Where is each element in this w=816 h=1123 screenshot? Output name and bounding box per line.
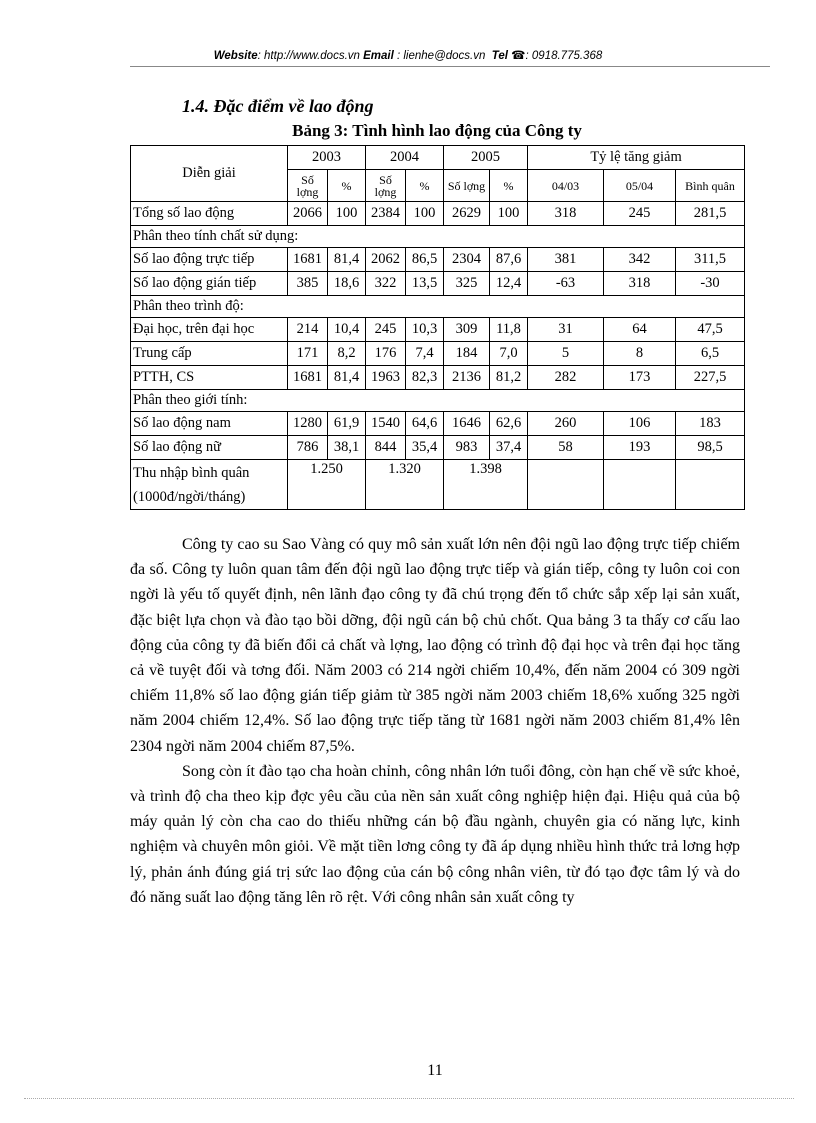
table-cell: 311,5: [676, 248, 745, 272]
table-cell: 342: [604, 248, 676, 272]
table-cell: 37,4: [490, 436, 528, 460]
table-cell: 786: [288, 436, 328, 460]
table-row: [131, 272, 745, 296]
table-cell: 2136: [444, 366, 490, 390]
header-binh-quan: Bình quân: [676, 170, 745, 202]
table-cell: -63: [528, 272, 604, 296]
table-cell: 309: [444, 318, 490, 342]
table-cell: 100: [490, 202, 528, 226]
table-body: [131, 202, 745, 460]
table-cell: 176: [366, 342, 406, 366]
row-label: Số lao động nam: [131, 412, 288, 436]
table-row: [131, 366, 745, 390]
table-cell: 322: [366, 272, 406, 296]
table-cell: 47,5: [676, 318, 745, 342]
table-cell: 245: [604, 202, 676, 226]
row-label: Trung cấp: [131, 342, 288, 366]
table-cell: 61,9: [328, 412, 366, 436]
income-label-line1: Thu nhập bình quân: [133, 464, 250, 481]
row-label: Số lao động nữ: [131, 436, 288, 460]
table-cell: 35,4: [406, 436, 444, 460]
table-cell: 227,5: [676, 366, 745, 390]
section-label: Phân theo trình độ:: [131, 296, 745, 318]
table-cell: 38,1: [328, 436, 366, 460]
income-2003: 1.250: [288, 460, 366, 510]
row-label: Đại học, trên đại học: [131, 318, 288, 342]
table-row: [131, 342, 745, 366]
table-cell: 64: [604, 318, 676, 342]
table-cell: 81,4: [328, 248, 366, 272]
table-cell: 245: [366, 318, 406, 342]
section-label: Phân theo tính chất sử dụng:: [131, 226, 745, 248]
tel-label: Tel: [491, 50, 508, 62]
table-cell: 7,4: [406, 342, 444, 366]
paragraph-1: Công ty cao su Sao Vàng có quy mô sản xuất lớn nên đội ngũ lao động trực tiếp chiếm đa số. Công ty luôn quan tâm đến đội ngũ lao động trực tiếp và gián tiếp, công ty luôn coi con ngời là yếu tố quyết định, nên lãnh đạo công ty đã chú trọng đến tổ chức sắp xếp lại sản xuất, đặc biệt lựa chọn và đào tạo bồi dỡng, đội ngũ cán bộ chủ chốt. Qua bảng 3 ta thấy cơ cấu lao động của công ty đã biến đổi cả chất và lợng, lao động có trình độ đại học và trên đại học tăng cả về tuyệt đối và tơng đối. Năm 2003 có 214 ngời chiếm 10,4%, đến năm 2004 có 309 ngời chiếm 11,8% số lao động gián tiếp giảm từ 385 ngời năm 2003 chiếm 18,6% xuống 325 ngời năm 2004 chiếm 12,4%. Số lao động trực tiếp tăng từ 1681 ngời năm 2003 chiếm 81,4% lên 2304 ngời năm 2004 chiếm 87,5%.: [130, 536, 740, 755]
table-cell: 100: [328, 202, 366, 226]
table-cell: 184: [444, 342, 490, 366]
table-cell: 82,3: [406, 366, 444, 390]
table-row: [131, 202, 745, 226]
table-row: [131, 318, 745, 342]
page-number: 11: [427, 1062, 443, 1079]
table-cell: 281,5: [676, 202, 745, 226]
table-cell: 98,5: [676, 436, 745, 460]
table-cell: 325: [444, 272, 490, 296]
table-cell: 318: [604, 272, 676, 296]
website-url: : http://www.docs.vn: [257, 50, 360, 62]
table-cell: 10,4: [328, 318, 366, 342]
header-so-luong: Số lợng: [444, 170, 490, 202]
header-year-2003: 2003: [288, 146, 366, 170]
table-cell: 81,2: [490, 366, 528, 390]
header-so-luong: Số lợng: [288, 170, 328, 202]
email-address: : lienhe@docs.vn: [393, 50, 486, 62]
table-cell: -30: [676, 272, 745, 296]
header-05-04: 05/04: [604, 170, 676, 202]
table-cell: 2629: [444, 202, 490, 226]
tel-number: ☎: 0918.775.368: [507, 50, 603, 62]
table-cell: 1681: [288, 366, 328, 390]
table-cell: 183: [676, 412, 745, 436]
section-label: Phân theo giới tính:: [131, 390, 745, 412]
table-cell: 318: [528, 202, 604, 226]
header-ratio: Tỷ lệ tăng giảm: [528, 146, 745, 170]
page-header: [0, 48, 816, 62]
header-pct: %: [406, 170, 444, 202]
table-cell: 844: [366, 436, 406, 460]
table-cell: 7,0: [490, 342, 528, 366]
table-cell: 2304: [444, 248, 490, 272]
table-cell: 12,4: [490, 272, 528, 296]
row-label: Tổng số lao động: [131, 202, 288, 226]
table-cell: 81,4: [328, 366, 366, 390]
header-so-luong: Số lợng: [366, 170, 406, 202]
table-cell: 1681: [288, 248, 328, 272]
income-empty-cell: [604, 460, 676, 510]
table-cell: 2066: [288, 202, 328, 226]
row-label: PTTH, CS: [131, 366, 288, 390]
section-title: 1.4. Đặc điểm về lao động: [182, 96, 374, 116]
table-cell: 1540: [366, 412, 406, 436]
table-cell: 983: [444, 436, 490, 460]
header-year-2004: 2004: [366, 146, 444, 170]
table-cell: 173: [604, 366, 676, 390]
table-cell: 1963: [366, 366, 406, 390]
table-cell: 18,6: [328, 272, 366, 296]
footer-rule: [24, 1098, 794, 1099]
table-cell: 58: [528, 436, 604, 460]
header-pct: %: [328, 170, 366, 202]
row-label: Số lao động gián tiếp: [131, 272, 288, 296]
income-empty-cell: [676, 460, 745, 510]
table-section-row: [131, 296, 745, 318]
table-cell: 193: [604, 436, 676, 460]
table-cell: 381: [528, 248, 604, 272]
email-label: Email: [363, 50, 394, 62]
table-cell: 11,8: [490, 318, 528, 342]
table-cell: 87,6: [490, 248, 528, 272]
table-cell: 2062: [366, 248, 406, 272]
table-row: [131, 248, 745, 272]
paragraph-2: Song còn ít đào tạo cha hoàn chỉnh, công nhân lớn tuổi đông, còn hạn chế về sức khoẻ, và trình độ cha theo kịp đợc yêu cầu của nền sản xuất công nghiệp hiện đại. Hiệu quả của bộ máy quản lý còn cha cao do thiếu những cán bộ đầu ngành, chuyên gia có năng lực, kinh nghiệm và chuyên môn giỏi. Về mặt tiền lơng công ty đã áp dụng nhiều hình thức trả lơng hợp lý, phản ánh đúng giá trị sức lao động của cán bộ công nhân viên, từ đó tạo đợc tâm lý và do đó năng suất lao động tăng lên rõ rệt. Với công nhân sản xuất công ty: [130, 762, 740, 906]
header-pct: %: [490, 170, 528, 202]
table-cell: 8,2: [328, 342, 366, 366]
header-04-03: 04/03: [528, 170, 604, 202]
table-cell: 31: [528, 318, 604, 342]
income-2005: 1.398: [444, 460, 528, 510]
table-cell: 385: [288, 272, 328, 296]
table-cell: 1280: [288, 412, 328, 436]
income-2004: 1.320: [366, 460, 444, 510]
website-label: Website: [213, 50, 258, 62]
header-year-2005: 2005: [444, 146, 528, 170]
table-caption: Bảng 3: Tình hình lao động của Công ty: [292, 121, 582, 140]
table-cell: 1646: [444, 412, 490, 436]
table-cell: 86,5: [406, 248, 444, 272]
table-cell: 171: [288, 342, 328, 366]
table-cell: 2384: [366, 202, 406, 226]
table-cell: 62,6: [490, 412, 528, 436]
body-text: [130, 532, 740, 910]
labor-table: [130, 145, 745, 510]
table-cell: 8: [604, 342, 676, 366]
income-label-line2: (1000đ/ngời/tháng): [133, 488, 246, 505]
table-cell: 100: [406, 202, 444, 226]
table-row: [131, 412, 745, 436]
table-section-row: [131, 390, 745, 412]
table-cell: 6,5: [676, 342, 745, 366]
table-cell: 282: [528, 366, 604, 390]
table-cell: 13,5: [406, 272, 444, 296]
table-row: [131, 436, 745, 460]
table-cell: 106: [604, 412, 676, 436]
table-cell: 214: [288, 318, 328, 342]
table-cell: 260: [528, 412, 604, 436]
income-empty-cell: [528, 460, 604, 510]
table-cell: 64,6: [406, 412, 444, 436]
income-label: [131, 460, 288, 510]
header-dien-giai: Diễn giải: [131, 146, 288, 202]
table-cell: 5: [528, 342, 604, 366]
row-label: Số lao động trực tiếp: [131, 248, 288, 272]
header-rule: [130, 66, 770, 67]
table-section-row: [131, 226, 745, 248]
table-cell: 10,3: [406, 318, 444, 342]
